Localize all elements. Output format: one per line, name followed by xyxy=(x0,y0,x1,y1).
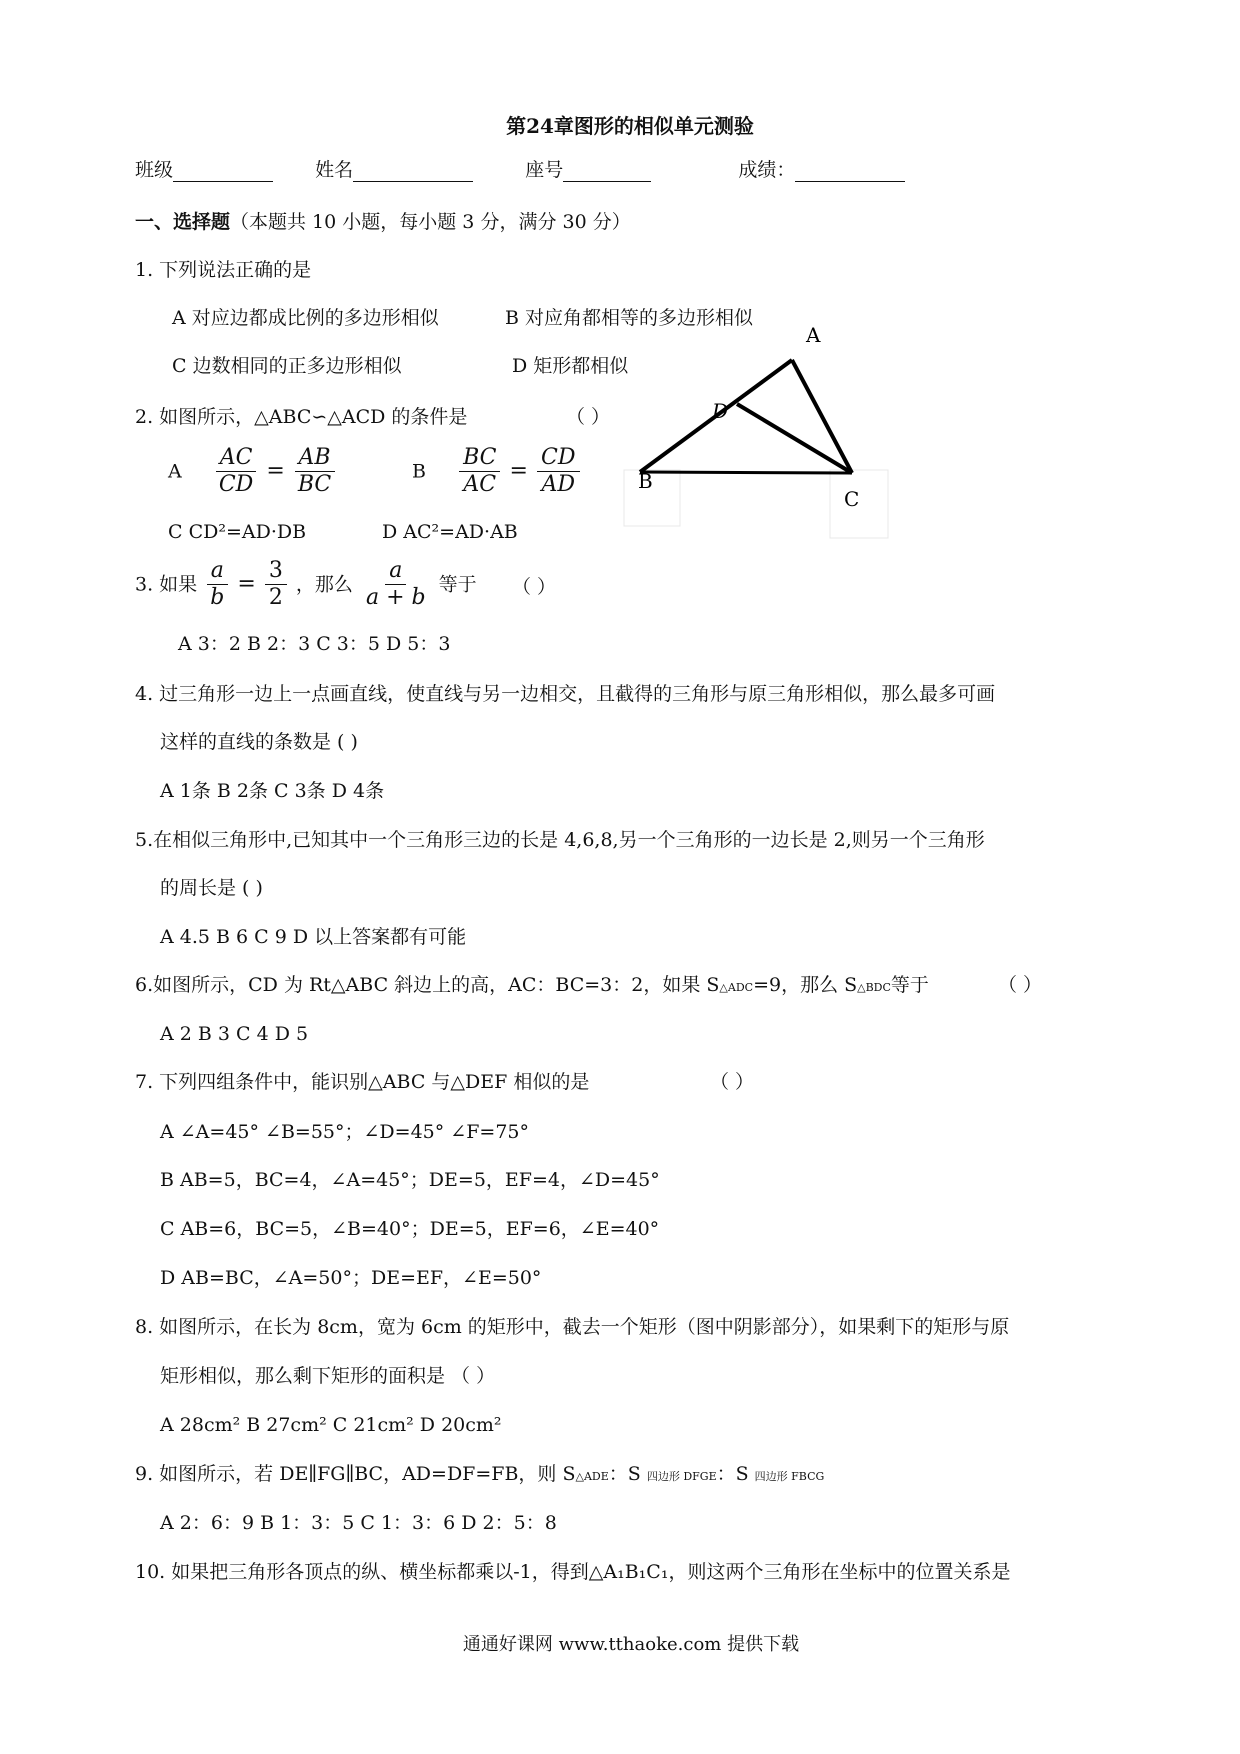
q2-triangle-figure xyxy=(620,318,890,540)
q3-prefix: 3. 如果 xyxy=(135,573,198,596)
q7-option-c: C AB=6，BC=5，∠B=40°；DE=5，EF=6，∠E=40° xyxy=(160,1218,660,1240)
q9-sub-fbcg: 四边形 FBCG xyxy=(754,1470,825,1483)
q3-options: A 3：2 B 2：3 C 3：5 D 5：3 xyxy=(178,633,451,655)
q2-option-b xyxy=(412,445,583,498)
q2-a-f2-den: BC xyxy=(297,472,332,497)
q5-options: A 4.5 B 6 C 9 D 以上答案都有可能 xyxy=(160,926,467,948)
q2-b-f2-num: CD xyxy=(537,445,579,472)
q7-option-d: D AB=BC，∠A=50°；DE=EF，∠E=50° xyxy=(160,1267,542,1289)
q3-f3-num: a xyxy=(385,558,406,585)
q2-b-fraction-1 xyxy=(459,445,500,498)
section-note: （本题共 10 小题，每小题 3 分，满分 30 分） xyxy=(230,211,631,233)
score-label: 成绩： xyxy=(738,159,796,181)
q7-option-b: B AB=5，BC=4，∠A=45°；DE=5，EF=4，∠D=45° xyxy=(160,1169,660,1191)
q1-option-c: C 边数相同的正多边形相似 xyxy=(172,355,402,377)
q6-sub-bdc: △BDC xyxy=(857,981,891,994)
q6-stem-text: 6.如图所示，CD 为 Rt△ABC 斜边上的高，AC：BC=3：2，如果 S xyxy=(135,974,720,996)
q2-paren: （ ） xyxy=(566,406,611,428)
q7-option-a: A ∠A=45° ∠B=55°；∠D=45° ∠F=75° xyxy=(160,1121,530,1143)
name-label: 姓名 xyxy=(315,159,354,181)
info-line xyxy=(135,158,905,182)
q2-a-fraction-1 xyxy=(215,445,257,498)
seat-label: 座号 xyxy=(525,159,564,181)
q2-b-f2-den: AD xyxy=(541,472,576,497)
q8-line-2: 矩形相似，那么剩下矩形的面积是 （ ） xyxy=(160,1365,496,1387)
q1-stem: 1. 下列说法正确的是 xyxy=(135,259,312,281)
q4-line-1: 4. 过三角形一边上一点画直线，使直线与另一边相交，且截得的三角形与原三角形相似，那么最多可画 xyxy=(135,683,996,705)
q2-option-a xyxy=(168,445,338,498)
q8-line-1: 8. 如图所示，在长为 8cm，宽为 6cm 的矩形中，截去一个矩形（图中阴影部分），如果剩下的矩形与原 xyxy=(135,1316,1010,1338)
q2-option-b-letter: B xyxy=(412,460,426,483)
q2-a-fraction-2 xyxy=(294,445,335,498)
q6-mid: =9，那么 S xyxy=(753,974,858,996)
score-blank[interactable] xyxy=(795,161,905,182)
q2-option-c: C CD²=AD·DB xyxy=(168,521,307,543)
vertex-label-b: B xyxy=(638,469,653,493)
q9-mid-2: ：S xyxy=(716,1463,755,1485)
q3-f1-den: b xyxy=(210,585,225,610)
q2-b-f1-den: AC xyxy=(463,472,497,497)
q5-line-2: 的周长是 ( ) xyxy=(160,877,263,899)
seat-blank[interactable] xyxy=(563,161,651,182)
q3-f3-den: a + b xyxy=(365,585,426,610)
section-title: 一、选择题 xyxy=(135,211,231,233)
q6-suffix: 等于 xyxy=(890,974,929,996)
q10-stem: 10. 如果把三角形各顶点的纵、横坐标都乘以-1，得到△A₁B₁C₁，则这两个三角形在坐标中的位置关系是 xyxy=(135,1561,1011,1583)
q3-f2-den: 2 xyxy=(268,585,283,610)
q9-sub-dfge: 四边形 DFGE xyxy=(646,1470,717,1483)
q9-mid-1: ：S xyxy=(608,1463,647,1485)
q9-sub-ade: △ADE xyxy=(575,1470,609,1483)
q3-paren: （ ） xyxy=(512,576,557,598)
q6-stem xyxy=(135,973,929,1000)
q3-stem xyxy=(135,558,477,611)
q2-stem: 2. 如图所示，△ABC∽△ACD 的条件是 xyxy=(135,406,468,428)
q3-mid: ，那么 xyxy=(295,573,353,596)
q9-stem xyxy=(135,1462,824,1489)
q2-b-fraction-2 xyxy=(537,445,579,498)
q8-options: A 28cm² B 27cm² C 21cm² D 20cm² xyxy=(160,1414,502,1436)
q7-stem: 7. 下列四组条件中，能识别△ABC 与△DEF 相似的是 xyxy=(135,1071,590,1093)
q3-f2-num: 3 xyxy=(265,558,287,585)
q2-option-a-letter: A xyxy=(168,460,182,483)
q9-stem-text: 9. 如图所示，若 DE∥FG∥BC，AD=DF=FB，则 S xyxy=(135,1463,576,1485)
q3-equals: = xyxy=(237,571,256,597)
q6-options: A 2 B 3 C 4 D 5 xyxy=(160,1023,309,1045)
page-title: 第24章图形的相似单元测验 xyxy=(506,114,754,138)
q1-option-a: A 对应边都成比例的多边形相似 xyxy=(172,307,439,329)
q1-option-d: D 矩形都相似 xyxy=(512,355,629,377)
q1-option-b: B 对应角都相等的多边形相似 xyxy=(505,307,754,329)
name-blank[interactable] xyxy=(353,161,473,182)
q4-line-2: 这样的直线的条数是 ( ) xyxy=(160,731,358,753)
vertex-label-d: D xyxy=(712,399,729,423)
q3-fraction-32 xyxy=(265,558,287,611)
segment-bc xyxy=(640,472,852,473)
q2-a-equals: = xyxy=(266,458,285,484)
q3-fraction-a-over-sum xyxy=(362,558,430,611)
footer-credit: 通通好课网 www.tthaoke.com 提供下载 xyxy=(462,1634,800,1655)
q9-options: A 2：6：9 B 1：3：5 C 1：3：6 D 2：5：8 xyxy=(160,1512,557,1534)
q2-a-f2-num: AB xyxy=(295,445,335,472)
vertex-label-c: C xyxy=(844,487,860,511)
vertex-label-a: A xyxy=(806,323,821,347)
q3-suffix: 等于 xyxy=(438,573,477,596)
q4-options: A 1条 B 2条 C 3条 D 4条 xyxy=(160,780,385,802)
q2-b-f1-num: BC xyxy=(459,445,500,472)
q3-f1-num: a xyxy=(207,558,228,585)
q5-line-1: 5.在相似三角形中,已知其中一个三角形三边的长是 4,6,8,另一个三角形的一边长是 2,则另一个三角形 xyxy=(135,829,985,851)
q6-paren: （ ） xyxy=(998,974,1043,996)
q6-sub-adc: △ADC xyxy=(719,981,754,994)
class-label: 班级 xyxy=(135,159,174,181)
class-blank[interactable] xyxy=(173,161,273,182)
q7-paren: （ ） xyxy=(710,1071,755,1093)
q2-option-d: D AC²=AD·AB xyxy=(382,521,518,543)
q3-fraction-ab xyxy=(206,558,228,611)
q2-a-f1-den: CD xyxy=(218,472,254,497)
section-heading xyxy=(135,210,631,234)
q2-a-f1-num: AC xyxy=(216,445,257,472)
q2-b-equals: = xyxy=(509,458,528,484)
